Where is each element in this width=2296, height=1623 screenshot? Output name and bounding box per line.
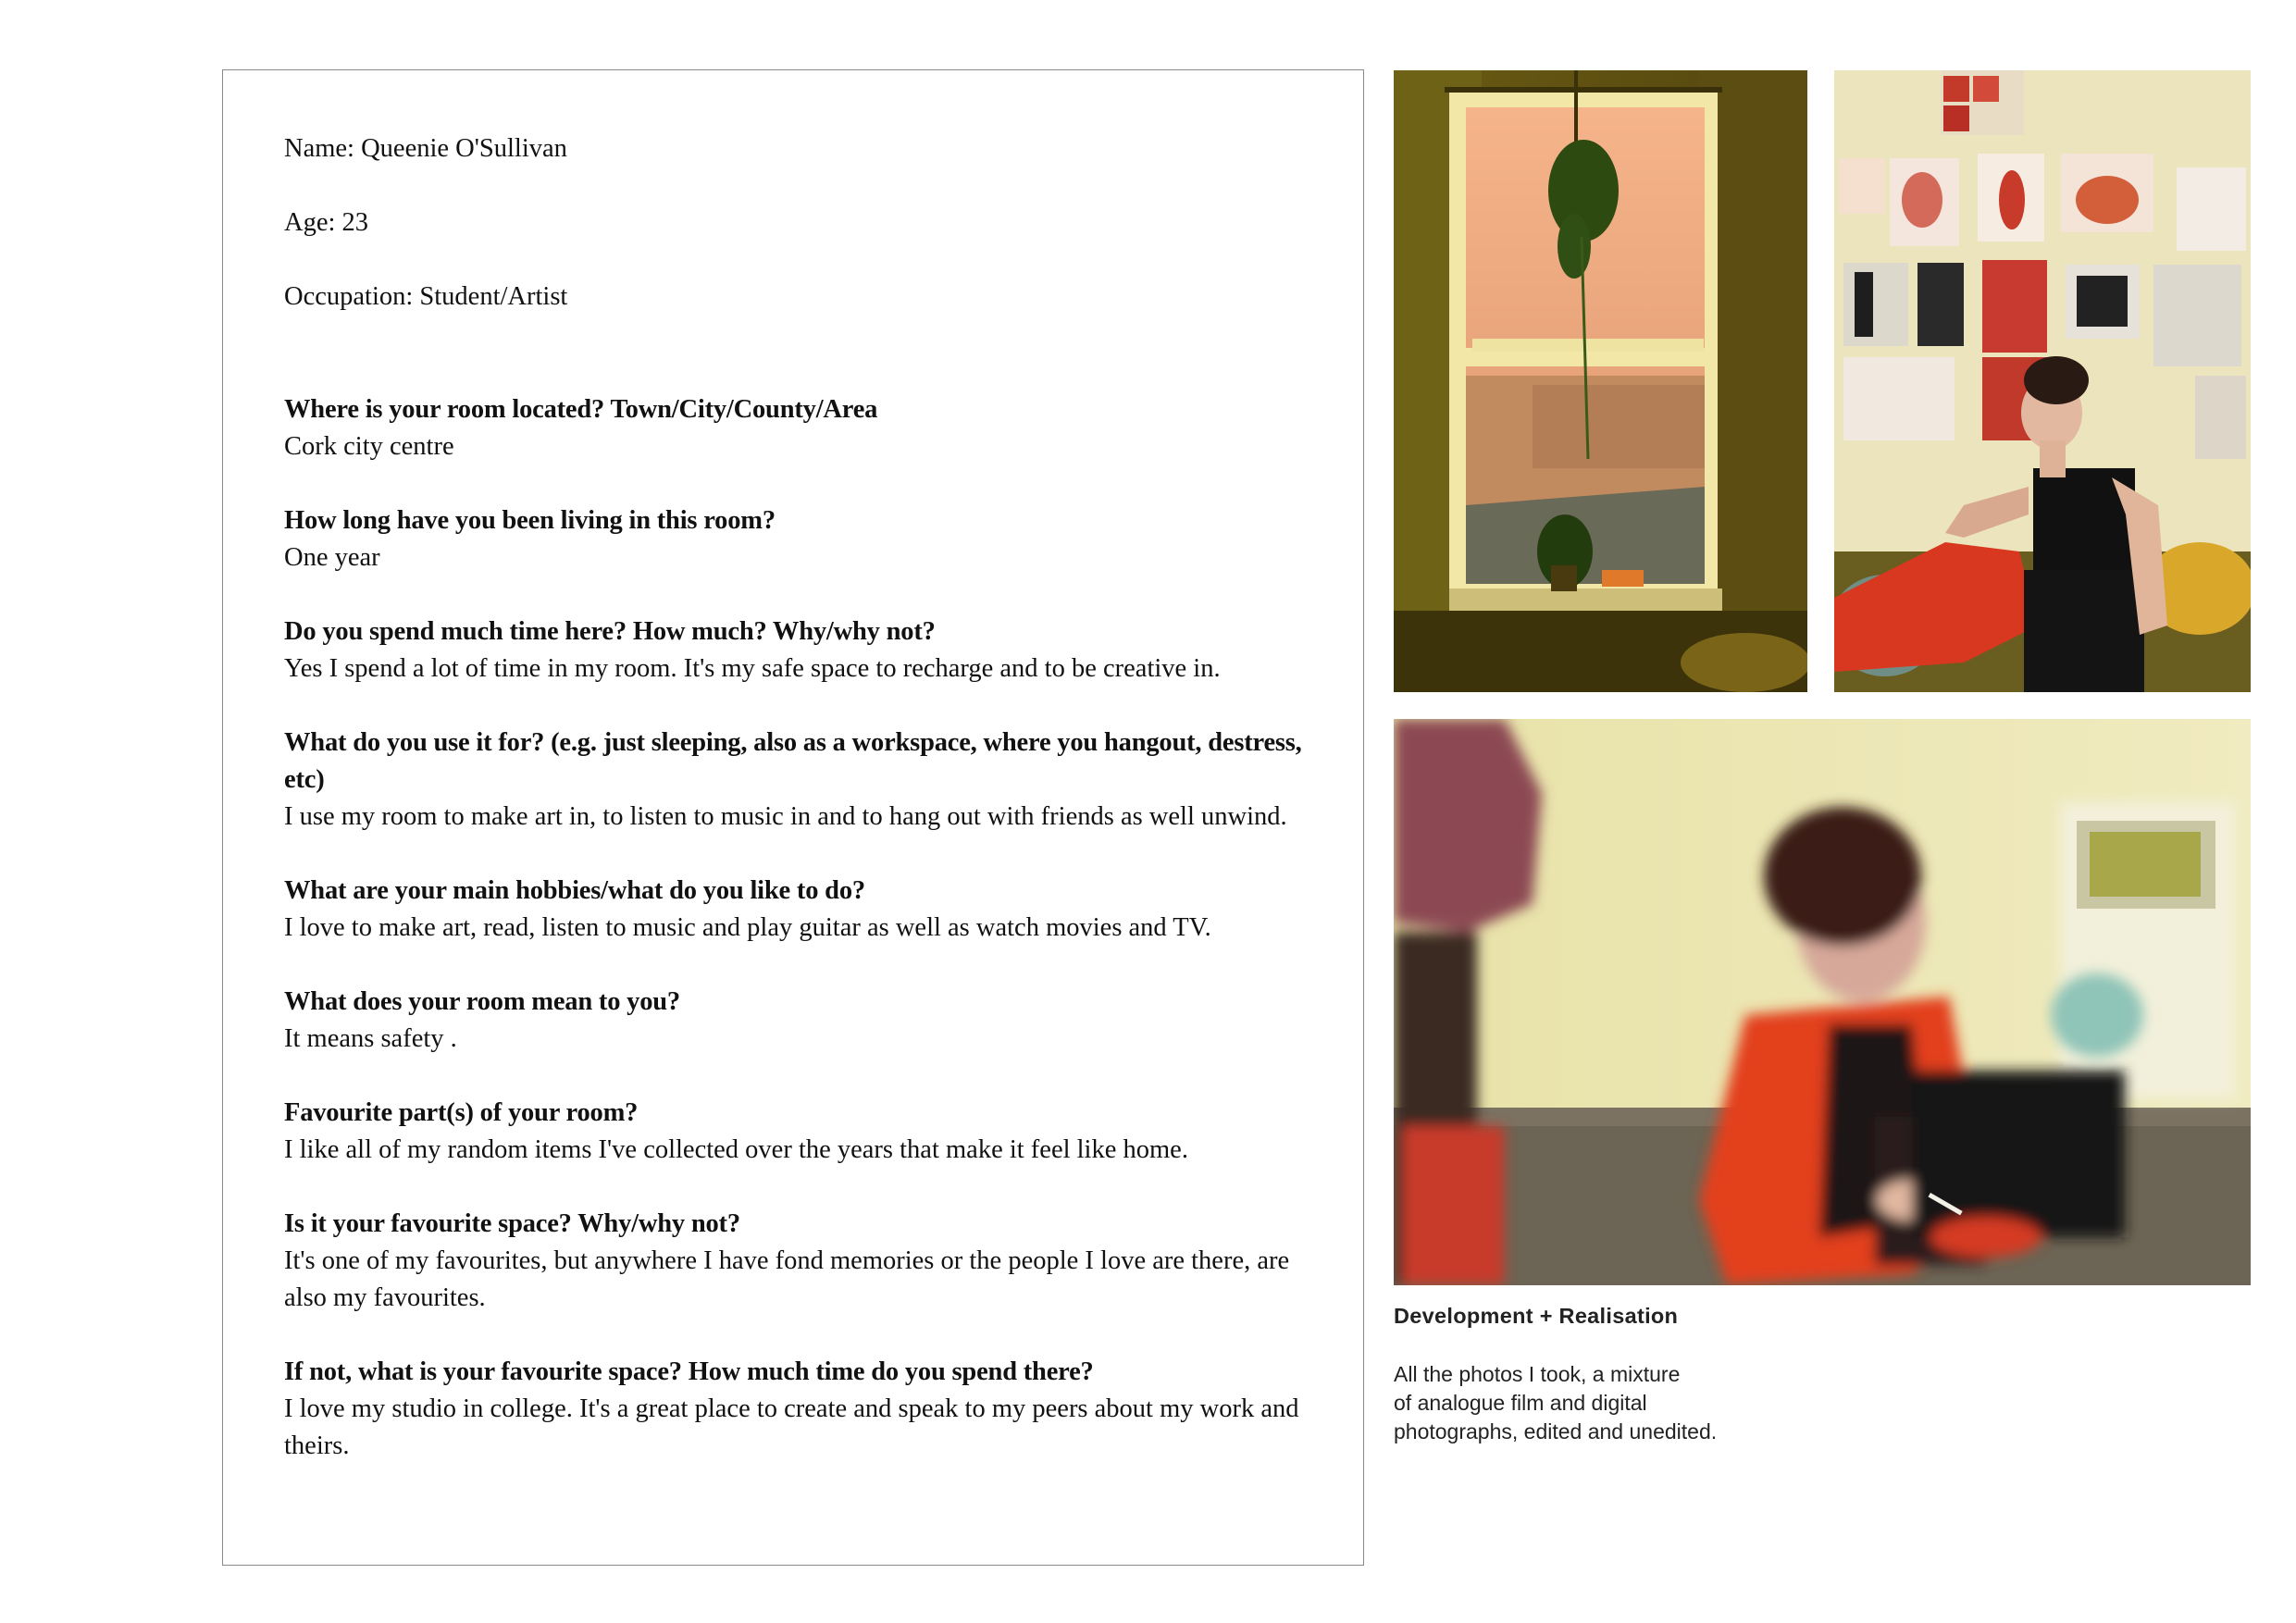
profile-name: Name: Queenie O'Sullivan (284, 134, 567, 163)
interview-content (284, 130, 1311, 1502)
answer: It means safety . (284, 1024, 457, 1053)
caption-line: of analogue film and digital (1394, 1391, 1647, 1415)
caption-title: Development + Realisation (1394, 1304, 1679, 1328)
question: What are your main hobbies/what do you like to do? (284, 876, 865, 905)
qa-item (284, 391, 1311, 465)
interview-panel (222, 69, 1364, 1566)
caption-body (1394, 1360, 1782, 1446)
question: What do you use it for? (e.g. just sleeping, also as a workspace, where you hangout, destress, etc) (284, 728, 1302, 794)
answer: I use my room to make art in, to listen to music in and to hang out with friends as well unwind. (284, 802, 1287, 831)
caption-line: All the photos I took, a mixture (1394, 1362, 1681, 1386)
photo-blurred-figure (1394, 719, 2251, 1285)
answer: One year (284, 543, 380, 572)
photo-window-plant (1394, 70, 1807, 692)
answer: I like all of my random items I've collected over the years that make it feel like home. (284, 1135, 1188, 1164)
question-list (284, 391, 1311, 1465)
profile-occupation: Occupation: Student/Artist (284, 282, 568, 311)
caption-line: photographs, edited and unedited. (1394, 1419, 1718, 1443)
question: Where is your room located? Town/City/County/Area (284, 395, 878, 424)
qa-item (284, 1354, 1311, 1465)
qa-item (284, 1206, 1311, 1317)
qa-item (284, 1095, 1311, 1169)
qa-item (284, 613, 1311, 688)
answer: I love to make art, read, listen to music and play guitar as well as watch movies and TV. (284, 913, 1211, 942)
answer: I love my studio in college. It's a great place to create and speak to my peers about my work and theirs. (284, 1394, 1299, 1460)
question: What does your room mean to you? (284, 987, 680, 1016)
photo-portrait-art-wall (1834, 70, 2251, 692)
qa-item (284, 873, 1311, 947)
qa-item (284, 502, 1311, 576)
question: Is it your favourite space? Why/why not? (284, 1209, 740, 1238)
answer: Cork city centre (284, 432, 454, 461)
question: How long have you been living in this room? (284, 506, 776, 535)
question: If not, what is your favourite space? How much time do you spend there? (284, 1357, 1094, 1386)
question: Favourite part(s) of your room? (284, 1098, 639, 1127)
answer: Yes I spend a lot of time in my room. It's my safe space to recharge and to be creative in. (284, 654, 1221, 683)
qa-item (284, 725, 1311, 836)
profile-age: Age: 23 (284, 208, 369, 237)
question: Do you spend much time here? How much? Why/why not? (284, 617, 936, 646)
answer: It's one of my favourites, but anywhere I have fond memories or the people I love are there, are also my favourites. (284, 1246, 1290, 1312)
qa-item (284, 984, 1311, 1058)
